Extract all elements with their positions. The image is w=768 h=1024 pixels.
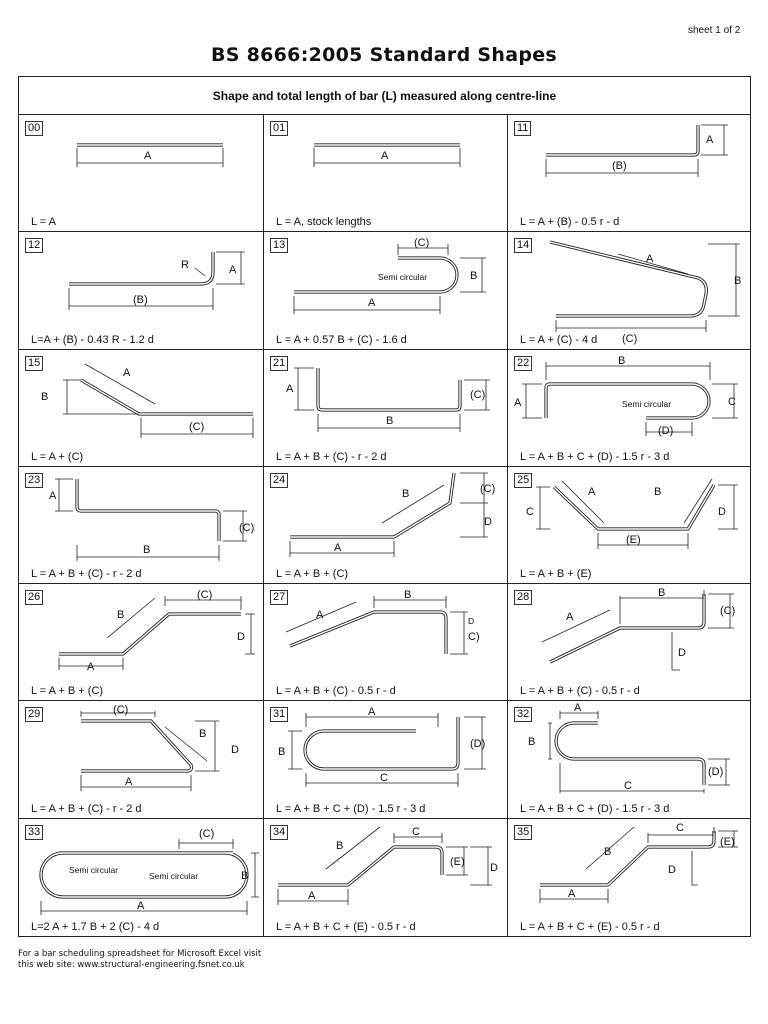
dim-label: D <box>668 863 676 876</box>
shape-code: 26 <box>25 590 43 605</box>
dim-label: (B) <box>612 160 627 172</box>
footer-note <box>18 949 261 971</box>
dim-label: (C) <box>197 589 213 602</box>
dim-label: B <box>470 270 478 283</box>
shape-31-diagram <box>264 701 507 817</box>
shape-cell-34 <box>264 819 508 936</box>
dim-label: (C) <box>199 827 215 840</box>
shape-11-diagram <box>508 115 750 231</box>
dim-label: A <box>334 541 342 554</box>
dim-label: A <box>316 609 324 622</box>
dim-label: A <box>566 611 574 624</box>
shape-cell-11 <box>508 115 750 232</box>
dim-label: Semi circular <box>149 870 199 881</box>
shape-code: 27 <box>270 590 288 605</box>
shape-code: 28 <box>514 590 532 605</box>
shape-code: 00 <box>25 121 43 136</box>
shape-33-diagram <box>19 819 263 936</box>
dim-label: R <box>181 259 189 272</box>
dim-label: A <box>381 150 389 162</box>
dim-label: C) <box>468 631 480 644</box>
dim-label: C <box>412 825 420 838</box>
dim-label: (C) <box>414 237 430 250</box>
dim-label: A <box>646 253 654 266</box>
shape-13-diagram <box>264 232 507 348</box>
dim-label: (C) <box>720 605 736 618</box>
shape-formula: L = A + (C) - 4 d <box>520 333 598 346</box>
shape-code: 15 <box>25 356 43 371</box>
dim-label: B <box>386 414 394 427</box>
shape-cell-29 <box>19 701 264 818</box>
dim-label: (C) <box>622 333 638 346</box>
dim-label: (D) <box>470 738 486 751</box>
dim-label: (C) <box>480 482 496 495</box>
shape-formula: L = A + B + (C) <box>276 568 349 581</box>
dim-label: C <box>624 780 632 793</box>
shape-cell-35 <box>508 819 750 936</box>
dim-label: A <box>568 887 576 900</box>
shape-14-diagram <box>508 232 750 348</box>
page-title: BS 8666:2005 Standard Shapes <box>210 44 558 66</box>
shape-27-diagram <box>264 584 507 700</box>
shape-formula: L = A, stock lengths <box>276 216 372 229</box>
shape-formula: L = A + B + (C) - 0.5 r - d <box>520 685 640 698</box>
dim-label: A <box>144 150 152 162</box>
shape-formula: L = A + B + (C) - r - 2 d <box>276 450 387 463</box>
shape-formula: L = A + (B) - 0.5 r - d <box>520 216 620 229</box>
shape-formula: L = A + B + C + (D) - 1.5 r - 3 d <box>276 802 426 815</box>
shape-formula: L = A + B + (C) <box>31 685 104 698</box>
dim-label: A <box>137 899 145 912</box>
dim-label: Semi circular <box>378 272 428 283</box>
shape-cell-22 <box>508 350 750 467</box>
shape-cell-25 <box>508 467 750 584</box>
shape-21-diagram <box>264 350 507 466</box>
shape-01-diagram <box>264 115 507 231</box>
shape-formula: L = A <box>31 216 56 229</box>
footer-link[interactable]: this web site: www.structural-engineering.fsnet.co.uk <box>18 960 245 970</box>
dim-label: (C) <box>239 521 255 534</box>
shape-code: 21 <box>270 356 288 371</box>
shape-35-diagram <box>508 819 750 936</box>
shape-code: 13 <box>270 238 288 253</box>
shape-34-diagram <box>264 819 507 936</box>
shape-code: 31 <box>270 707 288 722</box>
shape-code: 11 <box>514 121 531 136</box>
dim-label: (B) <box>133 294 148 307</box>
shape-cell-26 <box>19 584 264 701</box>
shape-cell-27 <box>264 584 508 701</box>
dim-label: B <box>734 275 742 288</box>
shape-formula: L = A + B + (E) <box>520 568 592 581</box>
shape-code: 01 <box>270 121 288 136</box>
shape-code: 23 <box>25 473 43 488</box>
shape-formula: L = A + B + (C) - r - 2 d <box>31 568 142 581</box>
dim-label: A <box>588 485 596 498</box>
footer-line: For a bar scheduling spreadsheet for Microsoft Excel visit <box>18 949 262 959</box>
dim-label: C <box>380 772 388 785</box>
dim-label: B <box>336 839 344 852</box>
shape-22-diagram <box>508 350 750 466</box>
shape-code: 34 <box>270 825 288 840</box>
dim-label: A <box>87 661 95 674</box>
shape-cell-23 <box>19 467 264 584</box>
shape-cell-32 <box>508 701 750 818</box>
shape-29-diagram <box>19 701 263 817</box>
dim-label: Semi circular <box>622 398 672 409</box>
shape-formula: L = A + (C) <box>31 450 84 463</box>
shape-cell-28 <box>508 584 750 701</box>
dim-label: D <box>490 861 498 874</box>
dim-label: (E) <box>626 533 641 546</box>
shape-15-diagram <box>19 350 263 466</box>
shape-cell-15 <box>19 350 264 467</box>
shape-code: 32 <box>514 707 532 722</box>
dim-label: (C) <box>113 704 129 717</box>
dim-label: (C) <box>470 388 486 401</box>
dim-label: (C) <box>189 420 205 433</box>
dim-label: D <box>718 505 726 518</box>
shape-cell-14 <box>508 232 750 349</box>
shape-formula: L = A + B + C + (D) - 1.5 r - 3 d <box>520 802 670 815</box>
shape-24-diagram <box>264 467 507 583</box>
dim-label: C <box>526 505 534 518</box>
shape-cell-00 <box>19 115 264 232</box>
shape-cell-31 <box>264 701 508 818</box>
dim-label: B <box>199 728 207 741</box>
shape-code: 24 <box>270 473 288 488</box>
shape-code: 29 <box>25 707 43 722</box>
dim-label: C <box>676 821 684 834</box>
shape-formula: L = A + 0.57 B + (C) - 1.6 d <box>276 333 407 346</box>
dim-label: B <box>658 587 666 600</box>
dim-label: D <box>468 616 475 627</box>
dim-label: B <box>402 487 410 500</box>
dim-label: (D) <box>658 424 674 437</box>
shape-code: 35 <box>514 825 532 840</box>
shape-00-diagram <box>19 115 263 231</box>
shape-formula: L=A + (B) - 0.43 R - 1.2 d <box>31 333 154 346</box>
shape-code: 14 <box>514 238 532 253</box>
dim-label: B <box>604 845 612 858</box>
dim-label: A <box>706 134 714 146</box>
shape-formula: L = A + B + C + (D) - 1.5 r - 3 d <box>520 450 670 463</box>
dim-label: D <box>231 744 239 757</box>
sheet-number: sheet 1 of 2 <box>688 25 741 36</box>
dim-label: (D) <box>708 766 724 779</box>
shape-code: 22 <box>514 356 532 371</box>
shape-formula: L=2 A + 1.7 B + 2 (C) - 4 d <box>31 920 160 933</box>
dim-label: Semi circular <box>69 864 119 875</box>
shape-formula: L = A + B + (C) - r - 2 d <box>31 802 142 815</box>
shape-23-diagram <box>19 467 263 583</box>
shape-code: 25 <box>514 473 532 488</box>
shape-formula: L = A + B + (C) - 0.5 r - d <box>276 685 396 698</box>
dim-label: A <box>49 489 57 502</box>
shape-cell-13 <box>264 232 508 349</box>
dim-label: B <box>143 543 151 556</box>
dim-label: A <box>286 382 294 395</box>
dim-label: B <box>528 736 536 749</box>
dim-label: A <box>308 889 316 902</box>
dim-label: A <box>368 297 376 310</box>
dim-label: A <box>514 396 522 409</box>
shape-28-diagram <box>508 584 750 700</box>
dim-label: D <box>484 515 492 528</box>
shape-26-diagram <box>19 584 263 700</box>
shape-formula: L = A + B + C + (E) - 0.5 r - d <box>276 920 416 933</box>
dim-label: (E) <box>720 835 735 848</box>
shape-12-diagram <box>19 232 263 348</box>
dim-label: A <box>123 366 131 379</box>
dim-label: A <box>574 702 582 715</box>
shapes-grid <box>19 115 750 936</box>
shape-25-diagram <box>508 467 750 583</box>
shape-cell-33 <box>19 819 264 936</box>
dim-label: D <box>237 631 245 644</box>
shape-cell-01 <box>264 115 508 232</box>
shape-code: 33 <box>25 825 43 840</box>
dim-label: B <box>278 746 286 759</box>
shape-cell-12 <box>19 232 264 349</box>
shape-cell-21 <box>264 350 508 467</box>
dim-label: A <box>125 776 133 789</box>
dim-label: B <box>117 609 125 622</box>
dim-label: C <box>728 395 736 408</box>
dim-label: B <box>241 869 249 882</box>
shape-code: 12 <box>25 238 43 253</box>
shape-cell-24 <box>264 467 508 584</box>
dim-label: D <box>678 647 686 660</box>
shape-formula: L = A + B + C + (E) - 0.5 r - d <box>520 920 660 933</box>
dim-label: A <box>229 264 237 277</box>
dim-label: B <box>404 589 412 602</box>
shapes-table <box>18 76 751 937</box>
dim-label: B <box>654 485 662 498</box>
dim-label: A <box>368 706 376 719</box>
dim-label: (E) <box>450 855 465 868</box>
dim-label: B <box>41 390 49 403</box>
table-subtitle: Shape and total length of bar (L) measured along centre-line <box>19 77 750 115</box>
dim-label: B <box>618 354 626 367</box>
shape-32-diagram <box>508 701 750 817</box>
